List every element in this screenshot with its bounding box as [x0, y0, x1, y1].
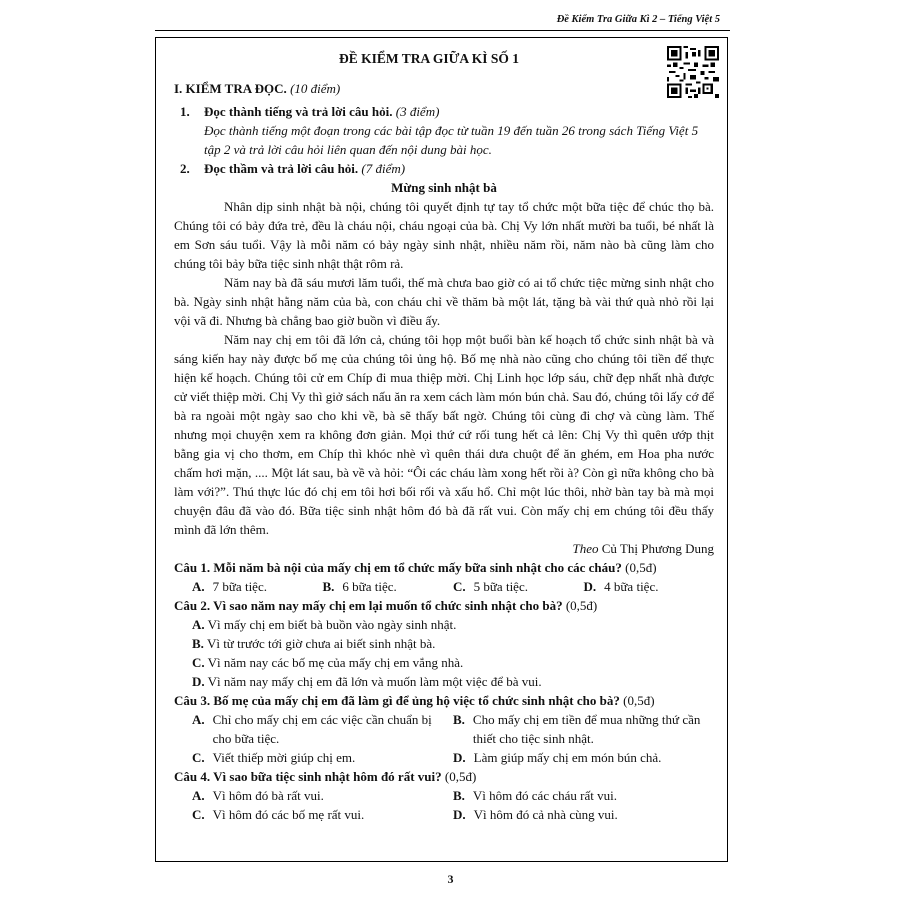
option-key: C. — [192, 750, 205, 765]
question-text: Mỗi năm bà nội của mấy chị em tổ chức mấy bữa sinh nhật cho các cháu? — [213, 560, 622, 575]
question-label: Câu 1. — [174, 560, 211, 575]
option-key: D. — [453, 750, 466, 765]
option-d[interactable] — [453, 748, 714, 767]
question-text: Vì sao bữa tiệc sinh nhật hôm đó rất vui? — [213, 769, 442, 784]
option-text: Vì hôm đó bà rất vui. — [212, 788, 324, 803]
question-4 — [174, 767, 714, 786]
option-text: 4 bữa tiệc. — [604, 579, 659, 594]
option-key: C. — [453, 579, 466, 594]
option-key: B. — [322, 579, 335, 594]
question-points: (0,5đ) — [565, 598, 598, 613]
option-key: B. — [192, 636, 204, 651]
option-d[interactable] — [453, 805, 714, 824]
option-c[interactable] — [174, 653, 714, 672]
question-text: Bố mẹ của mấy chị em đã làm gì để ủng hộ việc tổ chức sinh nhật cho bà? — [213, 693, 620, 708]
task-points: (7 điểm) — [361, 161, 406, 176]
option-text: Vì hôm đó các cháu rất vui. — [472, 788, 617, 803]
question-points: (0,5đ) — [623, 693, 655, 708]
option-a[interactable] — [192, 786, 453, 805]
task-read-aloud — [174, 102, 714, 159]
option-text: Làm giúp mấy chị em món bún chả. — [473, 750, 662, 765]
option-key: A. — [192, 617, 205, 632]
option-text: Vì từ trước tới giờ chưa ai biết sinh nhật bà. — [206, 636, 436, 651]
option-text: Cho mấy chị em tiền để mua những thứ cần thiết cho tiệc sinh nhật. — [472, 712, 701, 746]
option-key: B. — [453, 788, 465, 803]
source-author: Củ Thị Phương Dung — [601, 541, 714, 556]
option-key: D. — [192, 674, 205, 689]
option-text: 7 bữa tiệc. — [212, 579, 267, 594]
source-prefix: Theo — [572, 541, 599, 556]
section-heading — [174, 79, 714, 98]
option-text: Vì năm nay mấy chị em đã lớn và muốn làm một việc để bà vui. — [207, 674, 542, 689]
story-paragraph: Nhân dịp sinh nhật bà nội, chúng tôi quyết định tự tay tổ chức một bữa tiệc để chúc thọ bà. Chúng tôi có bảy đứa trẻ, đều là cháu nội, cháu ngoại của bà. Chị Vy lớn nhất mười ba tuổi, bé nhất là em Sơn sáu tuổi. Vậy là mỗi năm có bảy ngày sinh nhật, nhiều năm rồi, năm nào bà cũng làm cho chúng tôi bảy bữa tiệc sinh nhật thật rôm rả. — [174, 199, 714, 271]
option-text: Vì mấy chị em biết bà buồn vào ngày sinh nhật. — [207, 617, 457, 632]
option-b[interactable] — [453, 710, 714, 748]
question-1 — [174, 558, 714, 577]
option-text: 5 bữa tiệc. — [473, 579, 528, 594]
question-3-options-row-2 — [174, 748, 714, 767]
option-a[interactable] — [192, 710, 453, 748]
question-text: Vì sao năm nay mấy chị em lại muốn tổ chức sinh nhật cho bà? — [213, 598, 563, 613]
question-label: Câu 3. — [174, 693, 211, 708]
question-points: (0,5đ) — [444, 769, 477, 784]
option-a[interactable] — [192, 577, 323, 596]
question-3 — [174, 691, 714, 710]
option-text: Viết thiếp mời giúp chị em. — [212, 750, 356, 765]
page-number: 3 — [447, 872, 454, 886]
task-points: (3 điểm) — [395, 104, 440, 119]
option-key: A. — [192, 579, 205, 594]
option-c[interactable] — [192, 805, 453, 824]
option-d[interactable] — [174, 672, 714, 691]
task-title: Đọc thành tiếng và trả lời câu hỏi. — [204, 104, 393, 119]
running-header: Đề Kiểm Tra Giữa Kì 2 – Tiếng Việt 5 — [556, 14, 720, 25]
option-text: Vì năm nay các bố mẹ của mấy chị em vắng nhà. — [207, 655, 464, 670]
option-c[interactable] — [192, 748, 453, 767]
task-instructions: Đọc thành tiếng một đoạn trong các bài tập đọc từ tuần 19 đến tuần 26 trong sách Tiếng Việt 5 tập 2 và trả lời câu hỏi liên quan đến nội dung bài học. — [204, 123, 699, 157]
option-key: B. — [453, 712, 465, 727]
option-d[interactable] — [584, 577, 715, 596]
option-key: C. — [192, 807, 205, 822]
question-1-options — [174, 577, 714, 596]
task-title: Đọc thầm và trả lời câu hỏi. — [204, 161, 359, 176]
option-text: Vì hôm đó các bố mẹ rất vui. — [212, 807, 365, 822]
story-paragraph: Năm nay chị em tôi đã lớn cả, chúng tôi họp một buổi bàn kế hoạch tổ chức sinh nhật bà và sáng kiến hay này được bố mẹ của chúng tôi ủng hộ. Bố mẹ nhà nào cũng cho chúng tôi tiền để thực hiện kế hoạch. Chúng tôi cử em Chíp đi mua thiệp mời. Chị Linh học lớp sáu, chữ đẹp nhất nhà được cử viết thiệp mời. Chị Vy thì giở sách nấu ăn ra xem cách làm món bún chả. Sau đó, chúng tôi lấy cớ để bà ra ngoài một ngày sao cho khi về, bà sẽ thấy bất ngờ. Chúng tôi cùng đi chợ và cùng làm. Thế nhưng mọi chuyện xem ra không đơn giản. Mọi thứ cứ rối tung hết cả lên: Chị Vy thì quên ướp thịt bằng gia vị cho thơm, em Chíp thì khóc nhè vì quên thái dưa chuột để ăn ghém, em Hoa pha nước chấm hơi mặn, .... Một lát sau, bà về và hỏi: “Ôi các cháu làm xong hết rồi à? Còn gì nữa không cho bà làm với?”. Thú thực lúc đó chị em tôi hơi bối rối và xấu hổ. Chỉ một lúc thôi, nhờ bàn tay bà mà mọi chuyện đâu đã vào đó. Bữa tiệc sinh nhật hôm đó bà đã rất vui. Còn mấy chị em chúng tôi đều thấy mình đã lớn thêm. — [174, 332, 714, 537]
option-b[interactable] — [323, 577, 454, 596]
story-paragraph: Năm nay bà đã sáu mươi lăm tuổi, thế mà chưa bao giờ có ai tổ chức tiệc mừng sinh nhật cho bà. Ngày sinh nhật hằng năm của bà, con cháu chỉ về thăm bà một lát, tặng bà vài thứ quà nhỏ rồi lại vội vã đi. Nhưng bà chẳng bao giờ buồn vì điều ấy. — [174, 275, 714, 328]
question-4-options-row-2 — [174, 805, 714, 824]
section-points: (10 điểm) — [290, 81, 341, 96]
option-c[interactable] — [453, 577, 584, 596]
option-key: A. — [192, 712, 205, 727]
option-b[interactable] — [174, 634, 714, 653]
task-number: 2. — [180, 161, 190, 176]
option-text: Chỉ cho mấy chị em các việc cần chuẩn bị cho bữa tiệc. — [212, 712, 432, 746]
option-key: D. — [453, 807, 466, 822]
task-title-line — [204, 102, 714, 121]
question-3-options-row-1 — [174, 710, 714, 748]
option-key: C. — [192, 655, 205, 670]
question-points: (0,5đ) — [625, 560, 657, 575]
story-title: Mừng sinh nhật bà — [391, 180, 497, 195]
exam-title: ĐỀ KIỂM TRA GIỮA KÌ SỐ 1 — [338, 51, 520, 66]
header-rule — [155, 30, 730, 31]
question-label: Câu 4. — [174, 769, 211, 784]
option-key: D. — [583, 579, 597, 594]
question-label: Câu 2. — [174, 598, 211, 613]
option-b[interactable] — [453, 786, 714, 805]
option-a[interactable] — [174, 615, 714, 634]
question-2 — [174, 596, 714, 615]
option-key: A. — [192, 788, 205, 803]
question-4-options-row-1 — [174, 786, 714, 805]
exam-content — [174, 44, 714, 824]
story-source — [174, 539, 714, 558]
task-title-line — [204, 159, 714, 178]
task-silent-reading — [174, 159, 714, 178]
option-text: 6 bữa tiệc. — [342, 579, 397, 594]
option-text: Vì hôm đó cả nhà cùng vui. — [473, 807, 618, 822]
section-title: I. KIỂM TRA ĐỌC. — [174, 81, 287, 96]
task-number: 1. — [180, 104, 190, 119]
